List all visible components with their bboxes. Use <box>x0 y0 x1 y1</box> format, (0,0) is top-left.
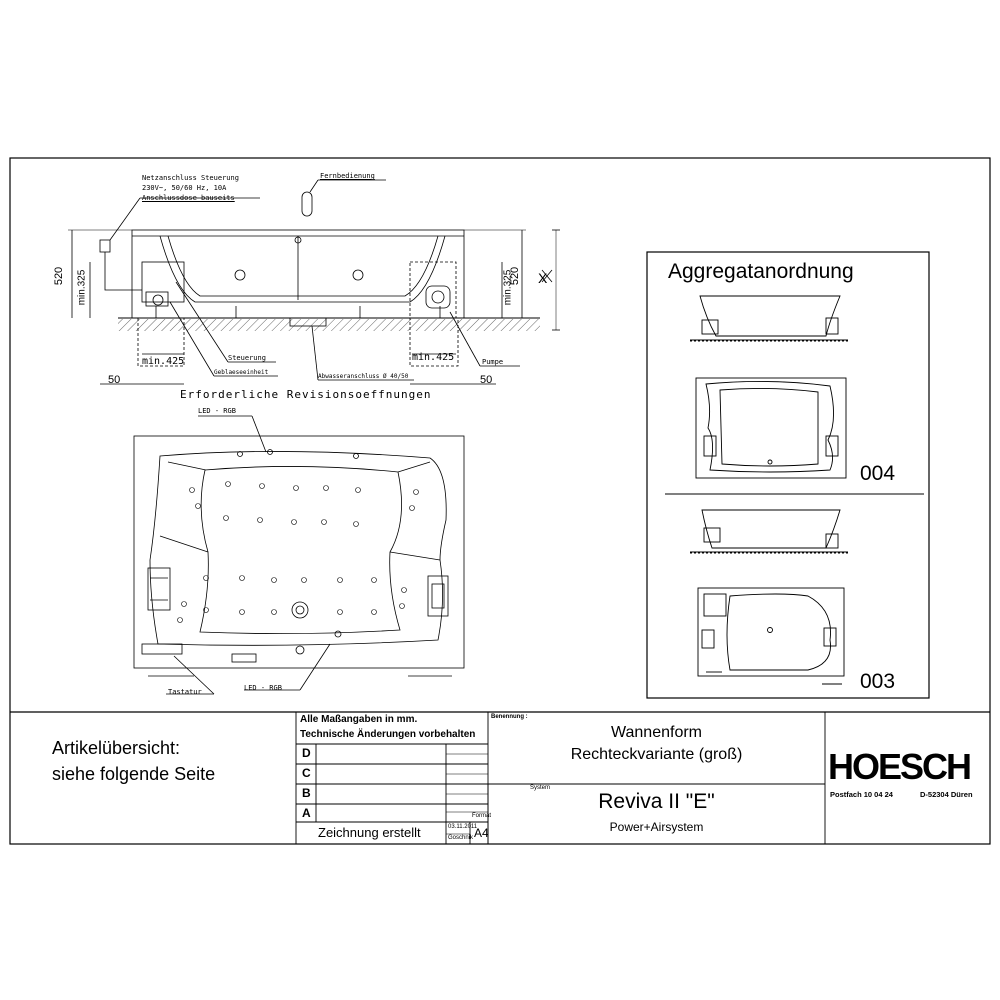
system-label: System <box>530 785 551 791</box>
brand-address-city: D-52304 Düren <box>920 790 973 799</box>
min-dim-right: min.325 <box>502 269 514 306</box>
min-dim-bottom-right: min.425 <box>412 352 455 363</box>
system-name: Power+Airsystem <box>609 820 704 834</box>
variant-004-label: 004 <box>860 462 896 485</box>
height-dim-left: 520 <box>53 266 66 286</box>
revision-c: C <box>302 766 311 780</box>
keypad-callout: Tastatur <box>168 688 202 696</box>
tub-shape-line1: Wannenform <box>611 724 702 741</box>
led-bottom-callout: LED - RGB <box>244 684 282 692</box>
led-top-callout: LED - RGB <box>198 407 236 415</box>
aggregate-title: Aggregatanordnung <box>668 260 854 283</box>
power-callout-line3: Anschlussdose bauseits <box>142 194 235 202</box>
tub-shape-line2: Rechteckvariante (groß) <box>570 746 743 763</box>
revision-a: A <box>302 806 311 820</box>
drain-callout: Abwasseranschluss Ø 40/50 <box>318 373 409 380</box>
side-elevation-view <box>68 180 560 384</box>
power-callout-line1: Netzanschluss Steuerung <box>142 174 239 182</box>
x-dim-mark: X <box>538 270 548 286</box>
drawing-created-label: Zeichnung erstellt <box>318 825 421 840</box>
revision-b: B <box>302 786 311 800</box>
power-callout-line2: 230V~, 50/60 Hz, 10A <box>142 184 227 192</box>
pump-callout: Pumpe <box>482 358 504 366</box>
article-overview-line1: Artikelübersicht: <box>52 738 181 758</box>
revision-openings-label: Erforderliche Revisionsoeffnungen <box>180 388 432 401</box>
brand-address-postbox: Postfach 10 04 24 <box>830 790 893 799</box>
format-value: A4 <box>474 826 489 840</box>
note-dimensions: Alle Maßangaben in mm. <box>300 714 418 725</box>
revision-d: D <box>302 746 311 760</box>
note-changes: Technische Änderungen vorbehalten <box>300 729 476 740</box>
variant-003-label: 003 <box>860 670 896 693</box>
plan-view <box>134 416 464 694</box>
format-label: Format <box>472 813 492 819</box>
designation-label: Benennung : <box>491 714 528 720</box>
offset-dim-right: 50 <box>480 374 493 386</box>
min-dim-bottom-left: min.425 <box>142 356 185 367</box>
blower-callout: Geblaeseeinheit <box>214 369 269 376</box>
min-dim-left: min.325 <box>76 269 88 306</box>
drawing-signer: Goschnik <box>448 835 474 841</box>
height-dim-right: 520 <box>509 266 522 286</box>
drawing-date: 03.11.2011 <box>448 824 478 830</box>
article-overview-line2: siehe folgende Seite <box>52 764 216 784</box>
remote-callout: Fernbedienung <box>320 172 375 180</box>
offset-dim-left: 50 <box>108 374 121 386</box>
product-name: Reviva II "E" <box>598 790 715 813</box>
brand-logo: HOESCH <box>828 746 971 787</box>
control-callout: Steuerung <box>228 354 266 362</box>
